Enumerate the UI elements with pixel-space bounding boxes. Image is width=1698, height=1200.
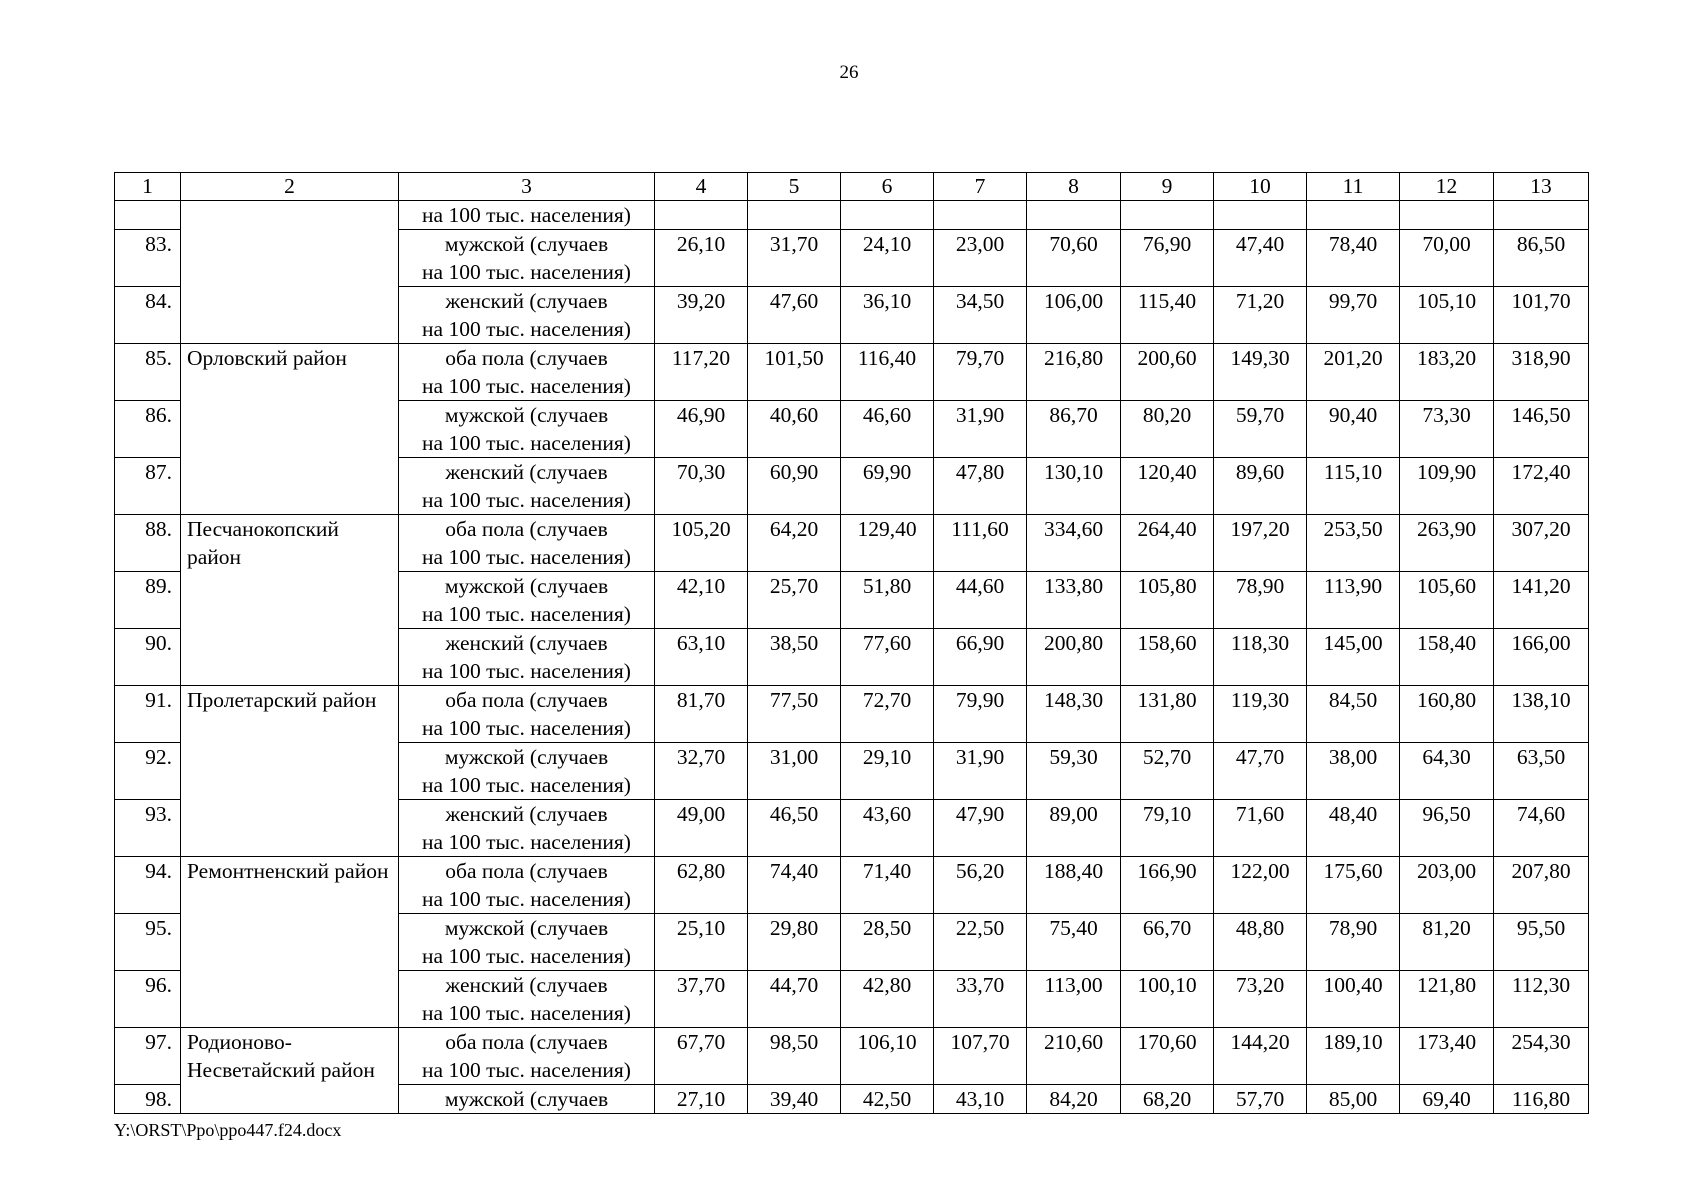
header-cell: 5 <box>748 173 841 201</box>
value-cell: 166,90 <box>1121 857 1214 914</box>
indicator-line: оба пола (случаев <box>445 688 608 712</box>
value-cell: 69,90 <box>841 458 934 515</box>
value-cell: 264,40 <box>1121 515 1214 572</box>
value-cell: 31,70 <box>748 230 841 287</box>
value-cell: 25,10 <box>655 914 748 971</box>
value-cell: 130,10 <box>1027 458 1121 515</box>
row-number-cell: 84. <box>115 287 181 344</box>
header-cell: 7 <box>934 173 1027 201</box>
indicator-line: оба пола (случаев <box>445 517 608 541</box>
value-cell: 122,00 <box>1214 857 1307 914</box>
value-cell: 105,10 <box>1400 287 1494 344</box>
value-cell: 47,80 <box>934 458 1027 515</box>
footer-file-path: Y:\ORST\Ppo\ppo447.f24.docx <box>114 1120 342 1140</box>
continuation-row <box>115 201 1589 230</box>
indicator-cell <box>399 971 655 1028</box>
indicator-cell <box>399 914 655 971</box>
indicator-line: мужской (случаев <box>444 403 609 427</box>
value-cell: 74,60 <box>1494 800 1589 857</box>
value-cell: 116,40 <box>841 344 934 401</box>
row-number-cell: 85. <box>115 344 181 401</box>
value-cell: 42,80 <box>841 971 934 1028</box>
value-cell: 64,20 <box>748 515 841 572</box>
header-cell: 2 <box>181 173 399 201</box>
value-cell: 116,80 <box>1494 1085 1589 1114</box>
header-cell: 12 <box>1400 173 1494 201</box>
value-cell: 207,80 <box>1494 857 1589 914</box>
header-cell: 13 <box>1494 173 1589 201</box>
value-cell: 183,20 <box>1400 344 1494 401</box>
row-number-cell: 97. <box>115 1028 181 1085</box>
value-cell: 77,50 <box>748 686 841 743</box>
district-cell: Орловский район <box>181 344 399 515</box>
value-cell: 307,20 <box>1494 515 1589 572</box>
value-cell: 72,70 <box>841 686 934 743</box>
value-cell: 43,60 <box>841 800 934 857</box>
header-cell: 9 <box>1121 173 1214 201</box>
value-cell: 117,20 <box>655 344 748 401</box>
value-cell: 78,40 <box>1307 230 1400 287</box>
header-cell: 11 <box>1307 173 1400 201</box>
value-cell: 80,20 <box>1121 401 1214 458</box>
value-cell: 51,80 <box>841 572 934 629</box>
indicator-line: женский (случаев <box>445 289 608 313</box>
value-cell: 48,40 <box>1307 800 1400 857</box>
value-cell: 26,10 <box>655 230 748 287</box>
table-row <box>115 344 1589 401</box>
value-cell: 112,30 <box>1494 971 1589 1028</box>
indicator-cell <box>399 1028 655 1085</box>
header-cell: 10 <box>1214 173 1307 201</box>
row-number-cell: 96. <box>115 971 181 1028</box>
indicator-line: на 100 тыс. населения) <box>422 659 631 683</box>
value-cell: 46,60 <box>841 401 934 458</box>
value-cell: 71,20 <box>1214 287 1307 344</box>
value-cell: 24,10 <box>841 230 934 287</box>
indicator-line: на 100 тыс. населения) <box>422 488 631 512</box>
indicator-line: на 100 тыс. населения) <box>422 374 631 398</box>
value-cell: 22,50 <box>934 914 1027 971</box>
indicator-line: женский (случаев <box>445 460 608 484</box>
value-cell: 334,60 <box>1027 515 1121 572</box>
value-cell: 23,00 <box>934 230 1027 287</box>
value-cell: 86,70 <box>1027 401 1121 458</box>
value-cell: 105,20 <box>655 515 748 572</box>
indicator-line: мужской (случаев <box>444 232 609 256</box>
indicator-line: оба пола (случаев <box>445 859 608 883</box>
value-cell <box>1121 201 1214 230</box>
value-cell <box>841 201 934 230</box>
value-cell: 166,00 <box>1494 629 1589 686</box>
value-cell: 158,60 <box>1121 629 1214 686</box>
value-cell: 79,90 <box>934 686 1027 743</box>
page-number: 26 <box>839 62 859 83</box>
value-cell: 47,70 <box>1214 743 1307 800</box>
district-cell: Ремонтненский район <box>181 857 399 1028</box>
value-cell: 89,60 <box>1214 458 1307 515</box>
value-cell: 148,30 <box>1027 686 1121 743</box>
value-cell: 81,20 <box>1400 914 1494 971</box>
value-cell: 129,40 <box>841 515 934 572</box>
header-cell: 8 <box>1027 173 1121 201</box>
indicator-line: мужской (случаев <box>444 916 609 940</box>
value-cell: 98,50 <box>748 1028 841 1085</box>
value-cell: 99,70 <box>1307 287 1400 344</box>
value-cell: 48,80 <box>1214 914 1307 971</box>
value-cell: 189,10 <box>1307 1028 1400 1085</box>
value-cell: 31,90 <box>934 401 1027 458</box>
value-cell: 38,00 <box>1307 743 1400 800</box>
value-cell <box>1400 201 1494 230</box>
value-cell: 71,40 <box>841 857 934 914</box>
indicator-line: на 100 тыс. населения) <box>422 602 631 626</box>
indicator-line: на 100 тыс. населения) <box>422 431 631 455</box>
header-cell: 4 <box>655 173 748 201</box>
value-cell: 95,50 <box>1494 914 1589 971</box>
indicator-cell: на 100 тыс. населения) <box>399 201 655 230</box>
indicator-line: оба пола (случаев <box>445 1030 608 1054</box>
indicator-line: женский (случаев <box>445 631 608 655</box>
value-cell: 29,80 <box>748 914 841 971</box>
value-cell: 62,80 <box>655 857 748 914</box>
indicator-cell <box>399 515 655 572</box>
table-row <box>115 1028 1589 1085</box>
value-cell: 79,10 <box>1121 800 1214 857</box>
value-cell: 47,40 <box>1214 230 1307 287</box>
value-cell: 105,60 <box>1400 572 1494 629</box>
value-cell: 29,10 <box>841 743 934 800</box>
value-cell: 173,40 <box>1400 1028 1494 1085</box>
value-cell: 78,90 <box>1307 914 1400 971</box>
row-number-cell: 89. <box>115 572 181 629</box>
value-cell: 106,10 <box>841 1028 934 1085</box>
indicator-cell <box>399 230 655 287</box>
value-cell: 57,70 <box>1214 1085 1307 1114</box>
indicator-line: оба пола (случаев <box>445 346 608 370</box>
value-cell: 146,50 <box>1494 401 1589 458</box>
value-cell: 85,00 <box>1307 1085 1400 1114</box>
value-cell: 149,30 <box>1214 344 1307 401</box>
value-cell: 66,70 <box>1121 914 1214 971</box>
value-cell: 33,70 <box>934 971 1027 1028</box>
value-cell: 67,70 <box>655 1028 748 1085</box>
value-cell: 109,90 <box>1400 458 1494 515</box>
value-cell: 47,90 <box>934 800 1027 857</box>
indicator-line: на 100 тыс. населения) <box>422 317 631 341</box>
value-cell: 38,50 <box>748 629 841 686</box>
header-cell: 6 <box>841 173 934 201</box>
value-cell: 254,30 <box>1494 1028 1589 1085</box>
value-cell: 28,50 <box>841 914 934 971</box>
row-number-cell: 90. <box>115 629 181 686</box>
value-cell: 56,20 <box>934 857 1027 914</box>
value-cell: 160,80 <box>1400 686 1494 743</box>
header-row <box>115 173 1589 201</box>
value-cell: 84,50 <box>1307 686 1400 743</box>
value-cell: 78,90 <box>1214 572 1307 629</box>
value-cell: 101,50 <box>748 344 841 401</box>
value-cell: 216,80 <box>1027 344 1121 401</box>
indicator-line: на 100 тыс. населения) <box>422 944 631 968</box>
value-cell: 31,90 <box>934 743 1027 800</box>
value-cell: 27,10 <box>655 1085 748 1114</box>
value-cell: 141,20 <box>1494 572 1589 629</box>
indicator-cell <box>399 686 655 743</box>
indicator-line: на 100 тыс. населения) <box>422 545 631 569</box>
value-cell <box>1214 201 1307 230</box>
indicator-line: на 100 тыс. населения) <box>422 716 631 740</box>
value-cell: 101,70 <box>1494 287 1589 344</box>
value-cell: 96,50 <box>1400 800 1494 857</box>
value-cell: 47,60 <box>748 287 841 344</box>
row-number-cell: 98. <box>115 1085 181 1114</box>
indicator-line: на 100 тыс. населения) <box>422 830 631 854</box>
value-cell: 210,60 <box>1027 1028 1121 1085</box>
value-cell: 175,60 <box>1307 857 1400 914</box>
indicator-line: мужской (случаев <box>444 574 609 598</box>
value-cell: 59,70 <box>1214 401 1307 458</box>
value-cell: 79,70 <box>934 344 1027 401</box>
value-cell: 120,40 <box>1121 458 1214 515</box>
value-cell <box>748 201 841 230</box>
value-cell <box>934 201 1027 230</box>
header-cell: 1 <box>115 173 181 201</box>
value-cell: 172,40 <box>1494 458 1589 515</box>
indicator-cell <box>399 344 655 401</box>
value-cell: 70,30 <box>655 458 748 515</box>
value-cell: 90,40 <box>1307 401 1400 458</box>
value-cell: 115,10 <box>1307 458 1400 515</box>
value-cell: 113,00 <box>1027 971 1121 1028</box>
value-cell: 203,00 <box>1400 857 1494 914</box>
value-cell: 100,10 <box>1121 971 1214 1028</box>
value-cell: 44,70 <box>748 971 841 1028</box>
value-cell: 31,00 <box>748 743 841 800</box>
row-number-cell: 92. <box>115 743 181 800</box>
row-number-cell <box>115 201 181 230</box>
value-cell: 34,50 <box>934 287 1027 344</box>
row-number-cell: 87. <box>115 458 181 515</box>
value-cell: 42,50 <box>841 1085 934 1114</box>
indicator-cell <box>399 458 655 515</box>
value-cell: 100,40 <box>1307 971 1400 1028</box>
district-cell: Родионово-Несветайский район <box>181 1028 399 1114</box>
value-cell: 44,60 <box>934 572 1027 629</box>
value-cell: 133,80 <box>1027 572 1121 629</box>
value-cell: 119,30 <box>1214 686 1307 743</box>
value-cell: 89,00 <box>1027 800 1121 857</box>
value-cell: 37,70 <box>655 971 748 1028</box>
value-cell: 66,90 <box>934 629 1027 686</box>
district-cell <box>181 201 399 344</box>
value-cell: 115,40 <box>1121 287 1214 344</box>
value-cell: 158,40 <box>1400 629 1494 686</box>
row-number-cell: 86. <box>115 401 181 458</box>
indicator-cell <box>399 572 655 629</box>
value-cell: 107,70 <box>934 1028 1027 1085</box>
value-cell: 32,70 <box>655 743 748 800</box>
value-cell: 118,30 <box>1214 629 1307 686</box>
table-row <box>115 686 1589 743</box>
indicator-cell <box>399 287 655 344</box>
value-cell: 263,90 <box>1400 515 1494 572</box>
district-cell: Песчанокопский район <box>181 515 399 686</box>
value-cell: 201,20 <box>1307 344 1400 401</box>
value-cell: 69,40 <box>1400 1085 1494 1114</box>
value-cell: 64,30 <box>1400 743 1494 800</box>
value-cell: 121,80 <box>1400 971 1494 1028</box>
indicator-cell <box>399 629 655 686</box>
indicator-cell <box>399 800 655 857</box>
indicator-line: на 100 тыс. населения) <box>422 1001 631 1025</box>
value-cell: 200,60 <box>1121 344 1214 401</box>
value-cell: 40,60 <box>748 401 841 458</box>
value-cell: 75,40 <box>1027 914 1121 971</box>
value-cell: 188,40 <box>1027 857 1121 914</box>
indicator-line: на 100 тыс. населения) <box>422 887 631 911</box>
row-number-cell: 91. <box>115 686 181 743</box>
value-cell: 39,40 <box>748 1085 841 1114</box>
table-body <box>115 173 1589 1114</box>
value-cell: 60,90 <box>748 458 841 515</box>
row-number-cell: 88. <box>115 515 181 572</box>
indicator-cell: мужской (случаев <box>399 1085 655 1114</box>
indicator-line: женский (случаев <box>445 802 608 826</box>
value-cell: 106,00 <box>1027 287 1121 344</box>
value-cell: 145,00 <box>1307 629 1400 686</box>
indicator-cell <box>399 743 655 800</box>
value-cell <box>1027 201 1121 230</box>
value-cell: 138,10 <box>1494 686 1589 743</box>
value-cell: 52,70 <box>1121 743 1214 800</box>
value-cell <box>655 201 748 230</box>
value-cell: 39,20 <box>655 287 748 344</box>
row-number-cell: 83. <box>115 230 181 287</box>
indicator-cell <box>399 401 655 458</box>
value-cell: 200,80 <box>1027 629 1121 686</box>
value-cell <box>1494 201 1589 230</box>
value-cell: 46,50 <box>748 800 841 857</box>
value-cell: 318,90 <box>1494 344 1589 401</box>
indicator-line: мужской (случаев <box>444 745 609 769</box>
value-cell: 71,60 <box>1214 800 1307 857</box>
value-cell: 25,70 <box>748 572 841 629</box>
indicator-line: женский (случаев <box>445 973 608 997</box>
row-number-cell: 95. <box>115 914 181 971</box>
value-cell: 197,20 <box>1214 515 1307 572</box>
value-cell: 74,40 <box>748 857 841 914</box>
value-cell: 253,50 <box>1307 515 1400 572</box>
value-cell <box>1307 201 1400 230</box>
indicator-line: на 100 тыс. населения) <box>422 1058 631 1082</box>
data-table <box>114 172 1589 1114</box>
row-number-cell: 94. <box>115 857 181 914</box>
value-cell: 170,60 <box>1121 1028 1214 1085</box>
value-cell: 68,20 <box>1121 1085 1214 1114</box>
district-cell: Пролетарский район <box>181 686 399 857</box>
value-cell: 77,60 <box>841 629 934 686</box>
table-row <box>115 857 1589 914</box>
value-cell: 59,30 <box>1027 743 1121 800</box>
value-cell: 86,50 <box>1494 230 1589 287</box>
value-cell: 73,20 <box>1214 971 1307 1028</box>
value-cell: 36,10 <box>841 287 934 344</box>
value-cell: 81,70 <box>655 686 748 743</box>
value-cell: 46,90 <box>655 401 748 458</box>
value-cell: 113,90 <box>1307 572 1400 629</box>
value-cell: 76,90 <box>1121 230 1214 287</box>
value-cell: 42,10 <box>655 572 748 629</box>
value-cell: 63,10 <box>655 629 748 686</box>
value-cell: 70,60 <box>1027 230 1121 287</box>
table-row <box>115 515 1589 572</box>
header-cell: 3 <box>399 173 655 201</box>
value-cell: 111,60 <box>934 515 1027 572</box>
indicator-line: на 100 тыс. населения) <box>422 773 631 797</box>
value-cell: 63,50 <box>1494 743 1589 800</box>
value-cell: 73,30 <box>1400 401 1494 458</box>
value-cell: 144,20 <box>1214 1028 1307 1085</box>
indicator-cell <box>399 857 655 914</box>
value-cell: 70,00 <box>1400 230 1494 287</box>
indicator-line: на 100 тыс. населения) <box>422 260 631 284</box>
value-cell: 84,20 <box>1027 1085 1121 1114</box>
value-cell: 105,80 <box>1121 572 1214 629</box>
value-cell: 131,80 <box>1121 686 1214 743</box>
value-cell: 49,00 <box>655 800 748 857</box>
value-cell: 43,10 <box>934 1085 1027 1114</box>
row-number-cell: 93. <box>115 800 181 857</box>
